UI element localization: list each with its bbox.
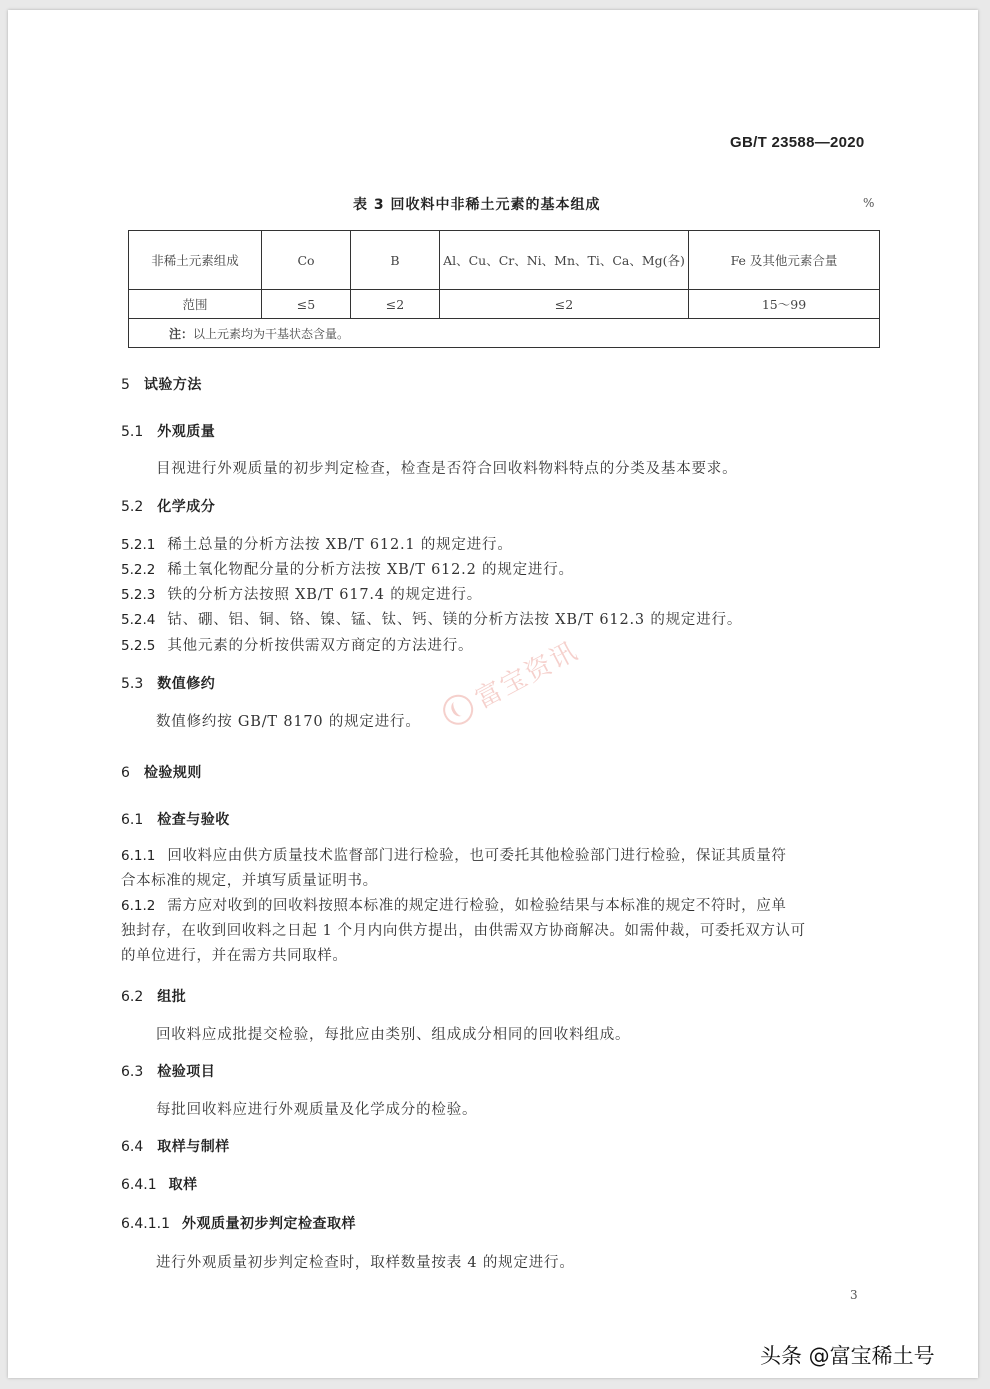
section-number: 6	[121, 765, 130, 781]
clause-text: 需方应对收到的回收料按照本标准的规定进行检验，如检验结果与本标准的规定不符时，应单	[167, 898, 787, 914]
section-title: 组批	[157, 989, 187, 1005]
paragraph: 回收料应成批提交检验，每批应由类别、组成成分相同的回收料组成。	[156, 1027, 631, 1043]
table-header-row	[129, 231, 880, 290]
watermark-logo-icon	[438, 689, 479, 730]
composition-table	[128, 230, 880, 348]
section-number: 6.4.1	[121, 1177, 157, 1193]
list-item	[121, 583, 482, 604]
table-note-row	[129, 319, 880, 348]
table-cell: ≤5	[262, 290, 351, 319]
section-heading	[121, 374, 202, 394]
clause-line	[121, 894, 873, 919]
item-number: 5.2.3	[121, 587, 156, 603]
item-text: 稀土总量的分析方法按 XB/T 612.1 的规定进行。	[167, 537, 513, 553]
table-range-row	[129, 290, 880, 319]
subsection-heading	[121, 986, 186, 1006]
table-cell: 范围	[129, 290, 262, 319]
clause-line: 的单位进行，并在需方共同取样。	[121, 948, 348, 964]
section-title: 取样与制样	[157, 1139, 230, 1155]
item-number: 5.2.1	[121, 537, 156, 553]
item-text: 钴、硼、铝、铜、铬、镍、锰、钛、钙、镁的分析方法按 XB/T 612.3 的规定进行。	[167, 612, 743, 628]
section-title: 数值修约	[157, 676, 216, 692]
list-item	[121, 533, 513, 554]
subsection-heading	[121, 421, 215, 441]
item-text: 稀土氧化物配分量的分析方法按 XB/T 612.2 的规定进行。	[167, 562, 574, 578]
section-number: 6.4.1.1	[121, 1216, 170, 1232]
item-number: 6.1.2	[121, 898, 156, 914]
watermark-text: 富宝资讯	[470, 635, 584, 715]
note-label: 注：	[169, 326, 194, 341]
item-number: 5.2.4	[121, 612, 156, 628]
table-cell: Al、Cu、Cr、Ni、Mn、Ti、Ca、Mg(各)	[440, 231, 689, 290]
clause-6-1-1	[121, 844, 873, 894]
attribution-text: 头条 @富宝稀土号	[760, 1344, 935, 1368]
table-unit: %	[863, 196, 875, 210]
section-number: 6.3	[121, 1064, 144, 1080]
table-cell: B	[351, 231, 440, 290]
item-number: 5.2.5	[121, 638, 156, 654]
section-title: 外观质量初步判定检查取样	[181, 1216, 356, 1232]
clause-line	[121, 844, 873, 869]
table-note	[129, 319, 880, 348]
section-number: 5.1	[121, 424, 144, 440]
subsection-heading	[121, 809, 230, 829]
subsection-heading	[121, 1061, 215, 1081]
list-item	[121, 634, 473, 655]
item-number: 5.2.2	[121, 562, 156, 578]
section-number: 5.3	[121, 676, 144, 692]
subsection-heading	[121, 673, 215, 693]
document-page	[8, 10, 978, 1378]
paragraph: 目视进行外观质量的初步判定检查，检查是否符合回收料物料特点的分类及基本要求。	[156, 461, 738, 477]
list-item	[121, 608, 742, 629]
standard-code: GB/T 23588—2020	[730, 134, 865, 151]
paragraph: 数值修约按 GB/T 8170 的规定进行。	[156, 714, 421, 730]
clause-6-1-2	[121, 894, 873, 969]
subsubsection-heading	[121, 1213, 356, 1233]
clause-text: 回收料应由供方质量技术监督部门进行检验，也可委托其他检验部门进行检验，保证其质量符	[167, 848, 787, 864]
table-cell: ≤2	[440, 290, 689, 319]
item-text: 铁的分析方法按照 XB/T 617.4 的规定进行。	[167, 587, 483, 603]
subsubsection-heading	[121, 1174, 198, 1194]
table-cell: 15～99	[689, 290, 880, 319]
subsection-heading	[121, 1136, 230, 1156]
table-cell: Fe 及其他元素合量	[689, 231, 880, 290]
table-cell: 非稀土元素组成	[129, 231, 262, 290]
section-title: 外观质量	[157, 424, 216, 440]
section-title: 检验项目	[157, 1064, 216, 1080]
table-title: 表 3 回收料中非稀土元素的基本组成	[353, 197, 601, 213]
paragraph: 进行外观质量初步判定检查时，取样数量按表 4 的规定进行。	[156, 1255, 575, 1271]
page-number: 3	[850, 1288, 858, 1302]
paragraph: 每批回收料应进行外观质量及化学成分的检验。	[156, 1102, 478, 1118]
section-title: 试验方法	[143, 377, 202, 393]
note-text: 以上元素均为干基状态含量。	[193, 326, 350, 341]
section-number: 5.2	[121, 499, 144, 515]
section-title: 检查与验收	[157, 812, 230, 828]
section-number: 5	[121, 377, 130, 393]
clause-line: 独封存，在收到回收料之日起 1 个月内向供方提出，由供需双方协商解决。如需仲裁，可委托双方认可	[121, 923, 806, 939]
subsection-heading	[121, 496, 215, 516]
section-number: 6.4	[121, 1139, 144, 1155]
section-number: 6.2	[121, 989, 144, 1005]
list-item	[121, 558, 574, 579]
section-number: 6.1	[121, 812, 144, 828]
item-number: 6.1.1	[121, 848, 156, 864]
clause-line: 合本标准的规定，并填写质量证明书。	[121, 873, 378, 889]
table-cell: ≤2	[351, 290, 440, 319]
item-text: 其他元素的分析按供需双方商定的方法进行。	[167, 638, 474, 654]
section-title: 检验规则	[143, 765, 202, 781]
section-title: 化学成分	[157, 499, 216, 515]
section-heading	[121, 762, 202, 782]
section-title: 取样	[168, 1177, 198, 1193]
table-cell: Co	[262, 231, 351, 290]
